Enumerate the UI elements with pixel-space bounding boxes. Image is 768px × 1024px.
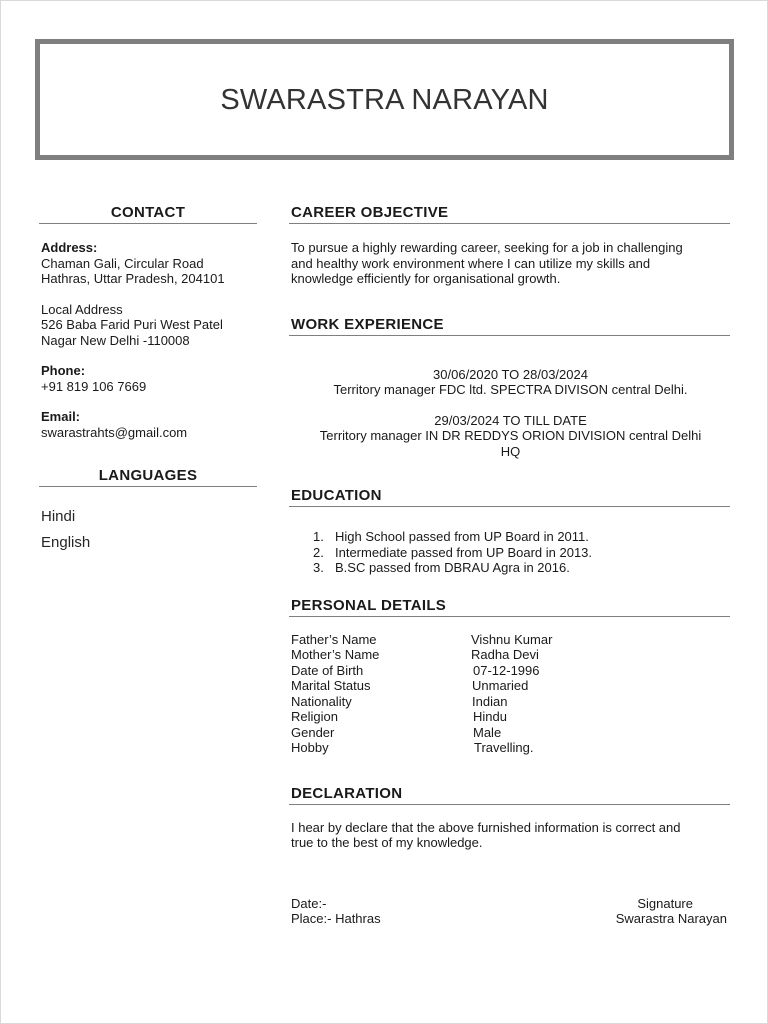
address-line: Hathras, Uttar Pradesh, 204101 bbox=[41, 271, 225, 286]
detail-row bbox=[291, 740, 730, 756]
declaration-line: true to the best of my knowledge. bbox=[291, 835, 483, 850]
detail-key: Hobby bbox=[291, 740, 329, 755]
work-experience-section bbox=[289, 367, 730, 460]
detail-key: Date of Birth bbox=[291, 662, 364, 678]
detail-value: Unmaried bbox=[472, 678, 529, 693]
personal-details-table bbox=[289, 632, 730, 756]
education-text: Intermediate passed from UP Board in 2013. bbox=[335, 544, 593, 560]
detail-key: Marital Status bbox=[291, 678, 371, 693]
detail-row bbox=[291, 647, 730, 663]
detail-key: Father’s Name bbox=[291, 631, 377, 647]
career-objective-heading: CAREER OBJECTIVE bbox=[289, 204, 730, 224]
signature-name: Swarastra Narayan bbox=[615, 911, 727, 926]
detail-value: 07-12-1996 bbox=[473, 662, 540, 678]
signature-block bbox=[289, 896, 730, 927]
work-dates: 30/06/2020 TO 28/03/2024 bbox=[433, 366, 588, 382]
detail-value: Travelling. bbox=[474, 740, 534, 755]
detail-row bbox=[291, 709, 730, 725]
education-heading: EDUCATION bbox=[289, 487, 730, 507]
declaration-line: I hear by declare that the above furnished information is correct and bbox=[291, 819, 681, 835]
local-address-line: 526 Baba Farid Puri West Patel bbox=[41, 317, 223, 332]
email-label: Email: bbox=[41, 409, 81, 424]
work-role: HQ bbox=[500, 443, 521, 459]
contact-section bbox=[39, 240, 257, 440]
education-text: High School passed from UP Board in 2011. bbox=[335, 529, 589, 544]
objective-line: and healthy work environment where I can utilize my skills and bbox=[291, 255, 651, 271]
candidate-name: SWARASTRA NARAYAN bbox=[220, 84, 549, 116]
detail-value: Hindu bbox=[473, 709, 507, 724]
date-label: Date:- bbox=[291, 895, 327, 911]
work-role: Territory manager IN DR REDDYS ORION DIVISION central Delhi bbox=[319, 428, 702, 443]
objective-line: knowledge efficiently for organisational growth. bbox=[291, 271, 561, 286]
detail-key: Mother’s Name bbox=[291, 647, 380, 662]
name-banner bbox=[35, 39, 734, 160]
detail-value: Radha Devi bbox=[471, 647, 539, 662]
signature-label: Signature bbox=[637, 895, 693, 911]
education-number: 3. bbox=[313, 560, 324, 575]
languages-list bbox=[39, 504, 257, 556]
education-item bbox=[313, 560, 730, 576]
declaration-text bbox=[289, 820, 730, 851]
language-item: English bbox=[41, 534, 91, 551]
education-item bbox=[313, 529, 730, 545]
work-experience-heading: WORK EXPERIENCE bbox=[289, 316, 730, 336]
career-objective-text bbox=[289, 240, 730, 287]
detail-row bbox=[291, 632, 730, 648]
work-role: Territory manager FDC ltd. SPECTRA DIVISON central Delhi. bbox=[333, 382, 688, 397]
right-column bbox=[289, 204, 730, 927]
detail-value: Male bbox=[473, 724, 502, 740]
language-item: Hindi bbox=[41, 508, 76, 525]
education-number: 1. bbox=[313, 529, 324, 544]
education-list bbox=[289, 529, 730, 576]
detail-row bbox=[291, 694, 730, 710]
local-address-line: Nagar New Delhi -110008 bbox=[41, 332, 190, 348]
email-value: swarastrahts@gmail.com bbox=[41, 424, 188, 440]
left-column bbox=[39, 204, 257, 556]
local-address-label: Local Address bbox=[41, 301, 123, 317]
education-number: 2. bbox=[313, 544, 324, 560]
signature-row bbox=[291, 896, 727, 912]
detail-row bbox=[291, 663, 730, 679]
phone-value: +91 819 106 7669 bbox=[41, 378, 147, 394]
place-label: Place:- Hathras bbox=[291, 911, 381, 926]
detail-value: Indian bbox=[472, 693, 508, 709]
detail-row bbox=[291, 725, 730, 741]
detail-key: Religion bbox=[291, 709, 338, 724]
phone-label: Phone: bbox=[41, 363, 86, 378]
work-dates: 29/03/2024 TO TILL DATE bbox=[434, 412, 587, 428]
address-line: Chaman Gali, Circular Road bbox=[41, 255, 204, 271]
address-label: Address: bbox=[41, 240, 98, 255]
education-item bbox=[313, 545, 730, 561]
objective-line: To pursue a highly rewarding career, seeking for a job in challenging bbox=[291, 240, 683, 255]
detail-key: Gender bbox=[291, 724, 335, 740]
signature-row bbox=[291, 911, 727, 927]
declaration-heading: DECLARATION bbox=[289, 785, 730, 805]
detail-row bbox=[291, 678, 730, 694]
contact-heading: CONTACT bbox=[39, 204, 257, 224]
languages-heading: LANGUAGES bbox=[39, 467, 257, 487]
detail-value: Vishnu Kumar bbox=[471, 631, 553, 647]
detail-key: Nationality bbox=[291, 693, 352, 709]
personal-details-heading: PERSONAL DETAILS bbox=[289, 597, 730, 617]
education-text: B.SC passed from DBRAU Agra in 2016. bbox=[335, 560, 570, 575]
